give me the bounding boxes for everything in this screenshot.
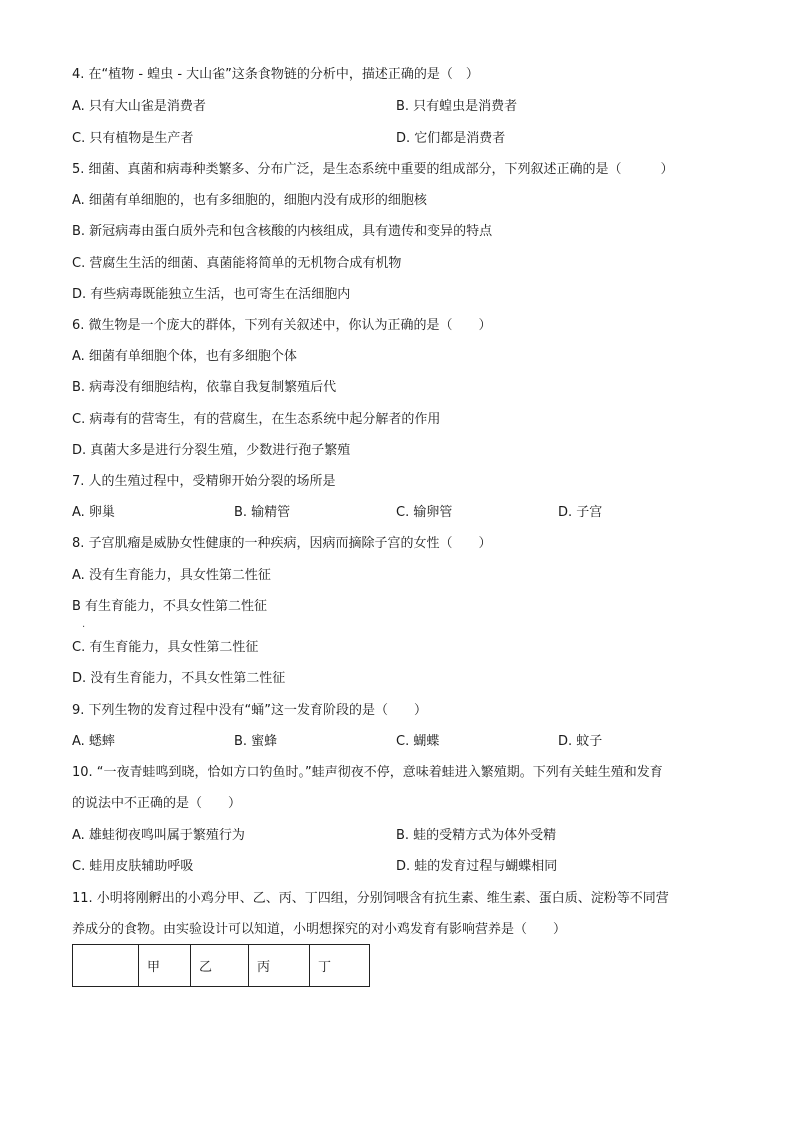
question-11-stem-line-1: 11. 小明将刚孵出的小鸡分甲、乙、丙、丁四组，分别饲喂含有抗生素、维生素、蛋白质、淀粉等不同营 (72, 891, 669, 906)
q5-option-b: B. 新冠病毒由蛋白质外壳和包含核酸的内核组成，具有遗传和变异的特点 (72, 224, 493, 239)
q10-option-d: D. 蛙的发育过程与蝴蝶相同 (396, 859, 558, 874)
question-6-stem: 6. 微生物是一个庞大的群体，下列有关叙述中，你认为正确的是（ ） (72, 318, 492, 333)
question-10-stem-line-2: 的说法中不正确的是（ ） (72, 796, 242, 811)
question-4-stem: 4. 在“植物 - 蝗虫 - 大山雀”这条食物链的分析中，描述正确的是（ ） (72, 67, 479, 82)
q8-option-a: A. 没有生育能力，具女性第二性征 (72, 568, 271, 583)
q6-option-d: D. 真菌大多是进行分裂生殖，少数进行孢子繁殖 (72, 443, 351, 458)
q6-option-a: A. 细菌有单细胞个体，也有多细胞个体 (72, 349, 297, 364)
q9-option-c: C. 蝴蝶 (396, 734, 440, 749)
table-header-empty (73, 945, 139, 987)
q7-option-a: A. 卵巢 (72, 505, 115, 520)
q8-option-b: B 有生育能力，不具女性第二性征 (72, 599, 268, 614)
q5-option-c: C. 营腐生生活的细菌、真菌能将简单的无机物合成有机物 (72, 256, 402, 271)
table-header-jia: 甲 (139, 945, 191, 987)
q6-option-c: C. 病毒有的营寄生，有的营腐生，在生态系统中起分解者的作用 (72, 412, 441, 427)
q4-option-b: B. 只有蝗虫是消费者 (396, 99, 518, 114)
q10-option-a: A. 雄蛙彻夜鸣叫属于繁殖行为 (72, 828, 245, 843)
question-11-stem-line-2: 养成分的食物。由实验设计可以知道，小明想探究的对小鸡发育有影响营养是（ ） (72, 922, 567, 937)
q5-option-a: A. 细菌有单细胞的，也有多细胞的，细胞内没有成形的细胞核 (72, 193, 427, 208)
q4-option-c: C. 只有植物是生产者 (72, 131, 194, 146)
question-9-stem: 9. 下列生物的发育过程中没有“蛹”这一发育阶段的是（ ） (72, 703, 428, 718)
q7-option-c: C. 输卵管 (396, 505, 453, 520)
question-7-stem: 7. 人的生殖过程中，受精卵开始分裂的场所是 (72, 474, 336, 489)
q9-option-d: D. 蚊子 (558, 734, 603, 749)
question-10-stem-line-1: 10. “一夜青蛙鸣到晓，恰如方口钓鱼时。”蛙声彻夜不停，意味着蛙进入繁殖期。下列有关蛙生殖和发育 (72, 765, 663, 780)
q4-option-a: A. 只有大山雀是消费者 (72, 99, 206, 114)
q9-option-a: A. 蟋蟀 (72, 734, 115, 749)
q6-option-b: B. 病毒没有细胞结构，依靠自我复制繁殖后代 (72, 380, 337, 395)
table-row (73, 945, 370, 987)
q11-group-table (72, 944, 370, 987)
q8-option-c: C. 有生育能力，具女性第二性征 (72, 640, 259, 655)
q7-option-b: B. 输精管 (234, 505, 291, 520)
q7-option-d: D. 子宫 (558, 505, 603, 520)
q10-option-c: C. 蛙用皮肤辅助呼吸 (72, 859, 194, 874)
q4-option-d: D. 它们都是消费者 (396, 131, 506, 146)
q10-option-b: B. 蛙的受精方式为体外受精 (396, 828, 557, 843)
q5-option-d: D. 有些病毒既能独立生活，也可寄生在活细胞内 (72, 287, 351, 302)
q8-option-d: D. 没有生育能力，不具女性第二性征 (72, 671, 286, 686)
question-5-stem: 5. 细菌、真菌和病毒种类繁多、分布广泛，是生态系统中重要的组成部分，下列叙述正确的是（ ） (72, 162, 674, 177)
question-8-stem: 8. 子宫肌瘤是威胁女性健康的一种疾病，因病而摘除子宫的女性（ ） (72, 536, 492, 551)
table-header-bing: 丙 (249, 945, 310, 987)
table-header-ding: 丁 (310, 945, 370, 987)
table-header-yi: 乙 (191, 945, 249, 987)
q9-option-b: B. 蜜蜂 (234, 734, 278, 749)
stray-dot-mark: . (82, 619, 86, 630)
